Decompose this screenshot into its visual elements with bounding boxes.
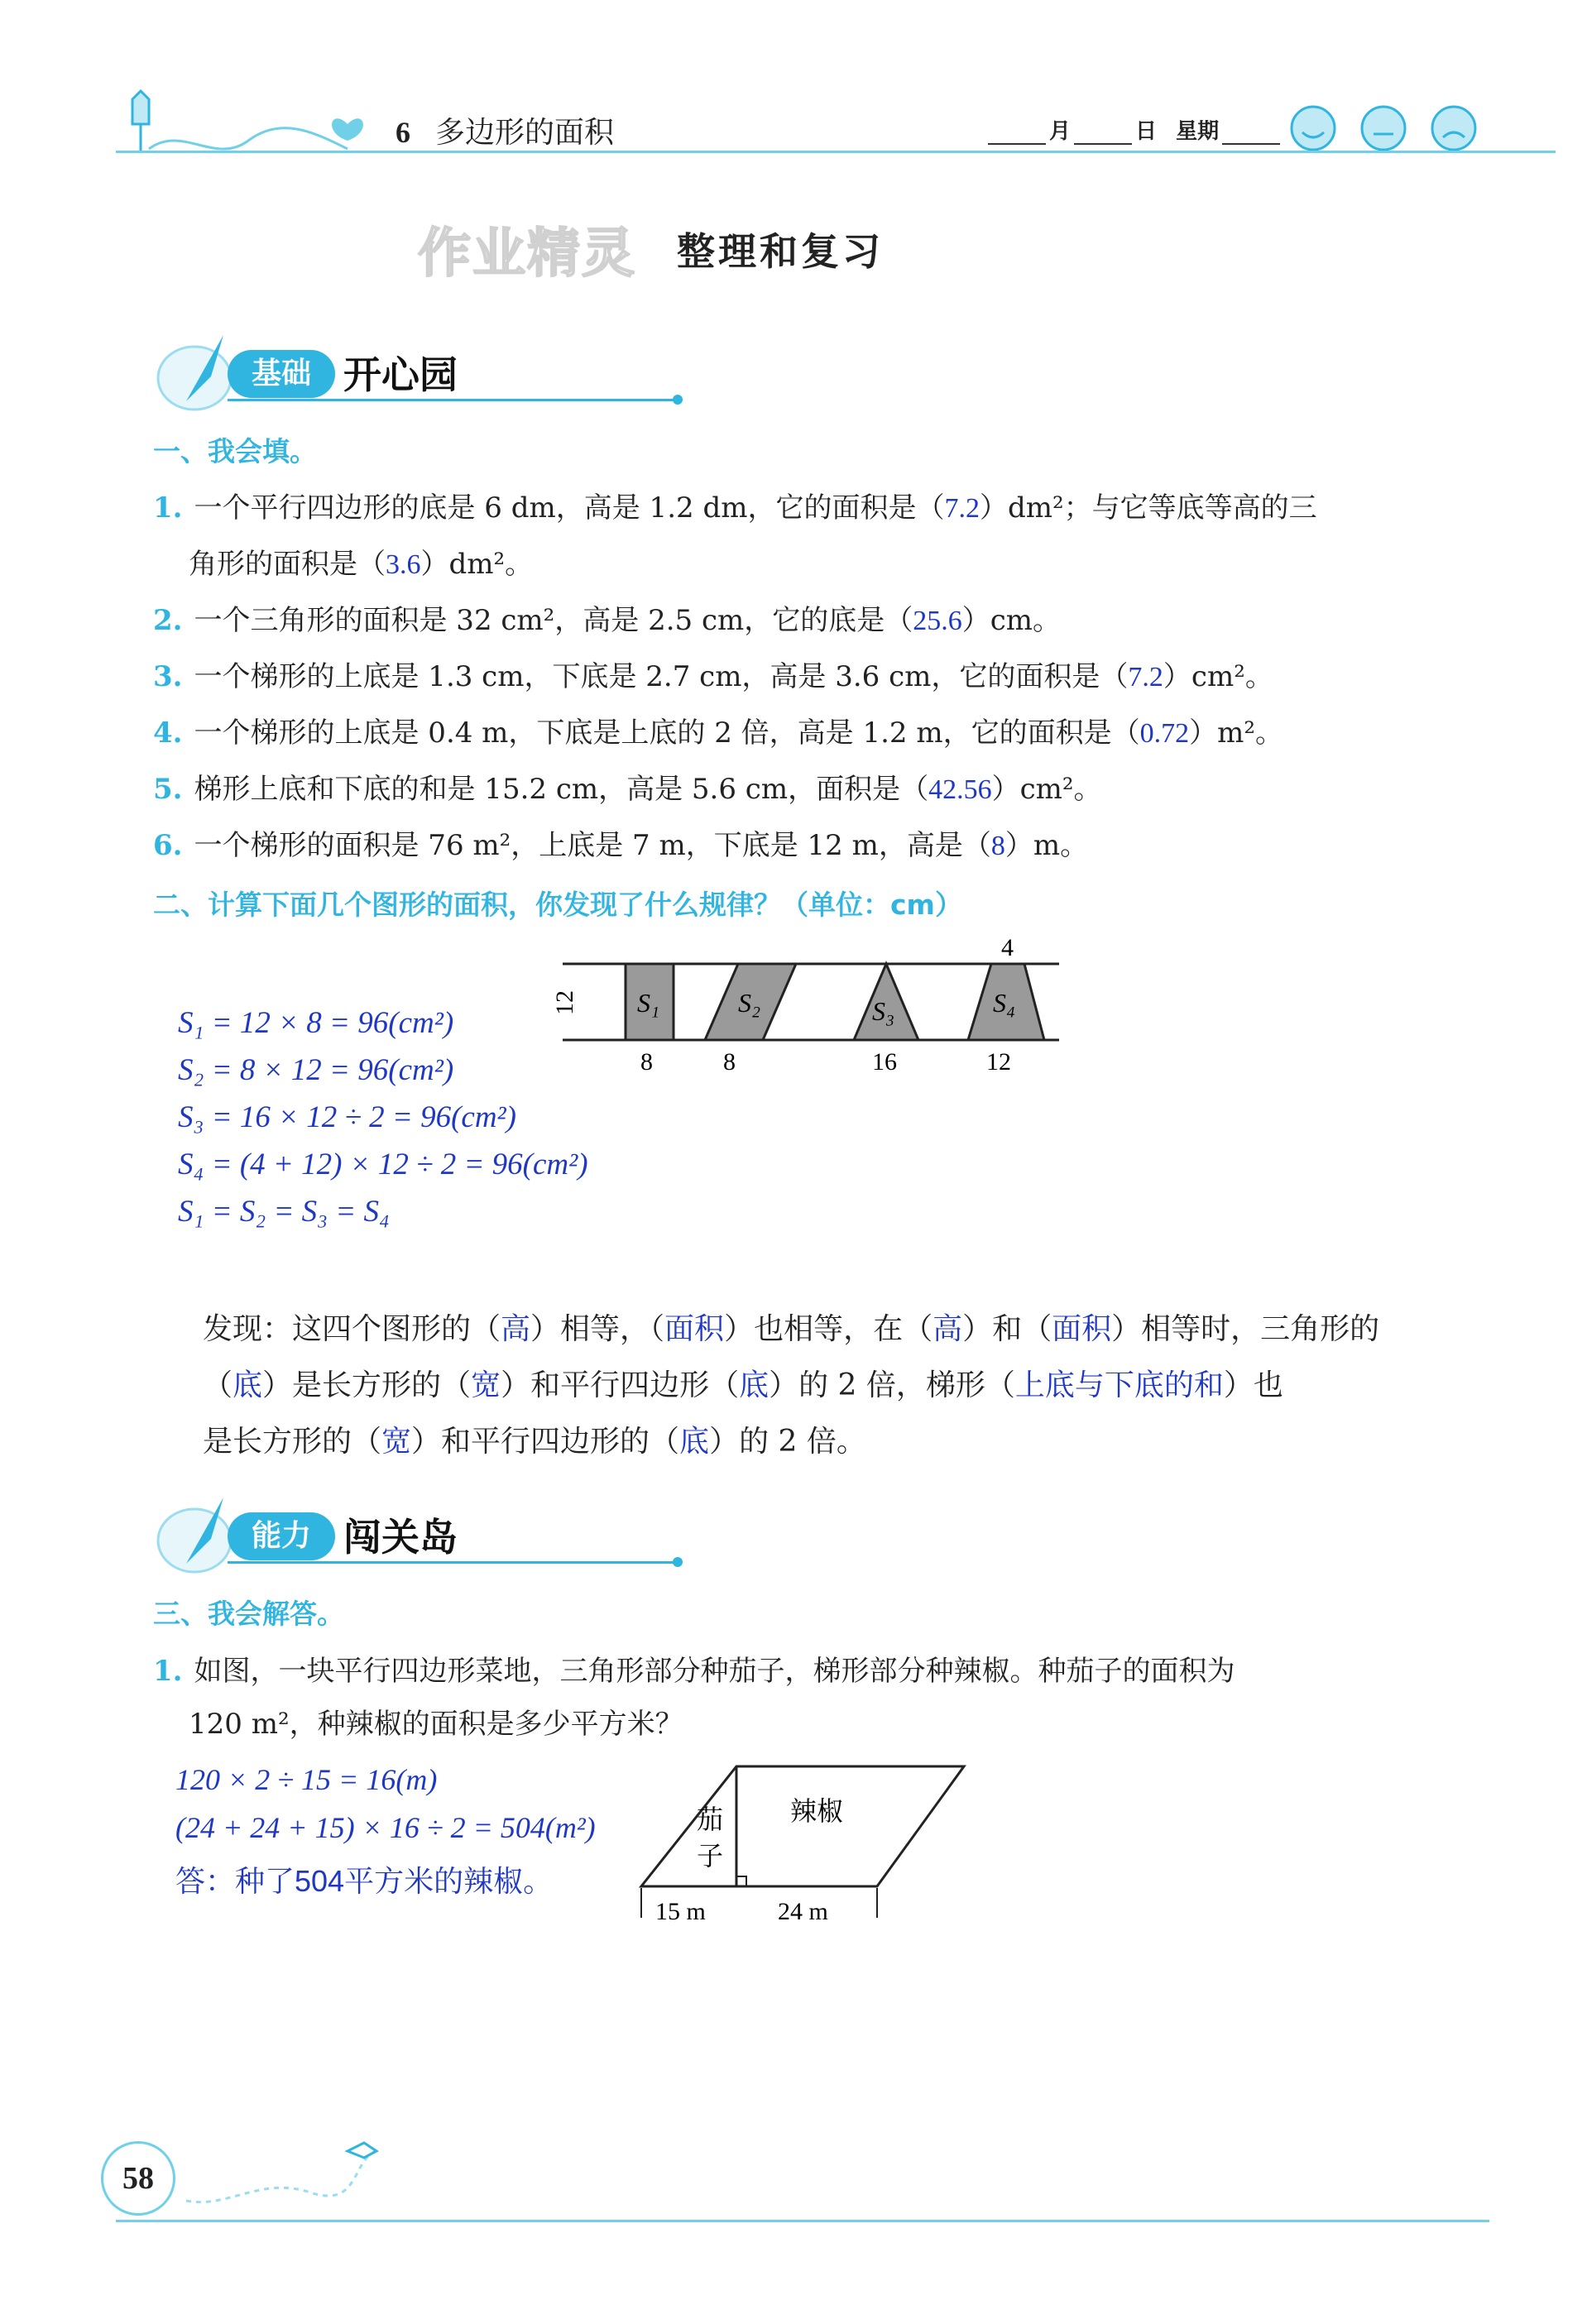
height-label: 12 (551, 990, 578, 1015)
section-pill: 能力 (228, 1512, 335, 1560)
question-5: 5. 梯形上底和下底的和是 15.2 cm，高是 5.6 cm，面积是（42.56）cm²。 (153, 773, 1102, 806)
bird-doodle-icon (178, 2126, 385, 2217)
question-6: 6. 一个梯形的面积是 76 m²，上底是 7 m，下底是 12 m，高是（8）m。 (153, 829, 1089, 862)
base-label: 15 m (655, 1898, 706, 1925)
work-line: S₄ = (4 + 12) × 12 ÷ 2 = 96(cm²) (178, 1148, 588, 1181)
page-number: 58 (101, 2141, 175, 2216)
top-label: 4 (1001, 934, 1014, 961)
eggplant-label: 茄 (697, 1804, 724, 1835)
work-line: S₁ = S₂ = S₃ = S₄ (178, 1195, 390, 1229)
finding-line-3: 是长方形的（宽）和平行四边形的（底）的 2 倍。 (203, 1424, 866, 1459)
smiley-icon (1292, 107, 1475, 150)
shape-label: S₄ (993, 988, 1016, 1018)
page-title: 整理和复习 (677, 229, 884, 274)
question-4: 4. 一个梯形的上底是 0.4 m，下底是上底的 2 倍，高是 1.2 m，它的面积是（0.72）m²。 (153, 716, 1283, 750)
lantern-butterfly-icon (99, 74, 397, 157)
question-3: 3. 一个梯形的上底是 1.3 cm，下底是 2.7 cm，高是 3.6 cm，它的面积是（7.2）cm²。 (153, 660, 1273, 693)
shape-label: S₂ (738, 988, 761, 1018)
vegetable-field-figure (629, 1754, 976, 1928)
chapter-number: 6 (396, 116, 410, 149)
watermark-logo: 作业精灵 (418, 223, 636, 285)
base-label: 8 (723, 1048, 736, 1076)
question-2: 2. 一个三角形的面积是 32 cm²，高是 2.5 cm，它的底是（25.6）cm。 (153, 604, 1062, 637)
section-rule (228, 399, 674, 401)
work-line: 120 × 2 ÷ 15 = 16(m) (175, 1763, 438, 1796)
header-rule (116, 151, 1556, 153)
shape-label: S₃ (872, 996, 895, 1026)
part-heading: 二、计算下面几个图形的面积，你发现了什么规律？（单位：cm） (153, 889, 962, 921)
question-1-cont: 角形的面积是（3.6）dm²。 (189, 548, 534, 581)
work-line: S₁ = 12 × 8 = 96(cm²) (178, 1006, 454, 1040)
footer-rule (116, 2220, 1489, 2222)
work-line: (24 + 24 + 15) × 16 ÷ 2 = 504(m²) (175, 1811, 596, 1844)
base-label: 24 m (778, 1898, 828, 1925)
finding-line-1: 发现：这四个图形的（高）相等，（面积）也相等，在（高）和（面积）相等时，三角形的 (203, 1311, 1380, 1346)
chapter-heading (396, 109, 614, 151)
question-1: 1. 一个平行四边形的底是 6 dm，高是 1.2 dm，它的面积是（7.2）dm²；与它等底等高的三 (153, 491, 1317, 525)
chapter-title: 多边形的面积 (435, 116, 615, 150)
section-title: 开心园 (343, 352, 458, 397)
finding-line-2: （底）是长方形的（宽）和平行四边形（底）的 2 倍，梯形（上底与下底的和）也 (203, 1368, 1283, 1402)
section-pill: 基础 (228, 350, 335, 398)
question-3-1-cont: 120 m²，种辣椒的面积是多少平方米？ (189, 1708, 683, 1741)
shape-label: S₁ (637, 988, 660, 1018)
part-heading: 三、我会解答。 (153, 1598, 344, 1630)
base-label: 8 (640, 1048, 653, 1076)
pepper-label: 辣椒 (790, 1795, 844, 1827)
section-title: 闯关岛 (343, 1515, 458, 1560)
base-label: 16 (872, 1048, 897, 1076)
answer-line: 答：种了504平方米的辣椒。 (175, 1864, 554, 1898)
work-line: S₃ = 16 × 12 ÷ 2 = 96(cm²) (178, 1100, 516, 1134)
header-decoration (99, 74, 397, 157)
date-fields: 月 日 星期 (985, 114, 1283, 145)
base-label: 12 (986, 1048, 1011, 1076)
question-3-1: 1. 如图，一块平行四边形菜地，三角形部分种茄子，梯形部分种辣椒。种茄子的面积为 (153, 1655, 1235, 1688)
work-line: S₂ = 8 × 12 = 96(cm²) (178, 1053, 454, 1087)
section-header-ability (153, 1489, 732, 1580)
section-rule (228, 1561, 674, 1564)
svg-text:子: 子 (697, 1840, 724, 1871)
part-heading: 一、我会填。 (153, 435, 317, 467)
section-header-basic (153, 327, 732, 418)
four-shapes-figure (551, 931, 1067, 1088)
